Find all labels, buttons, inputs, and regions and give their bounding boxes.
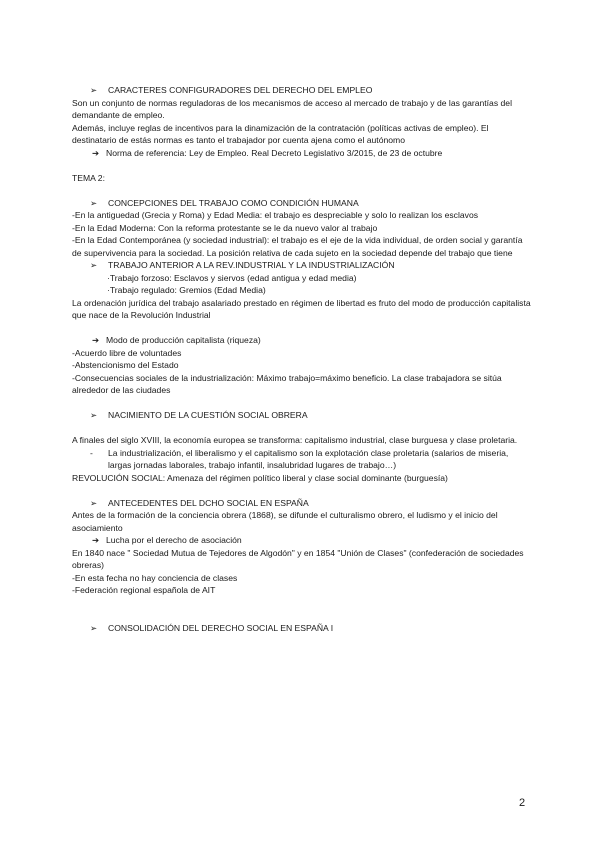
arrowhead-bullet-icon: ➢ bbox=[90, 85, 98, 95]
paragraph: -En esta fecha no hay conciencia de clases bbox=[72, 572, 238, 583]
heading-text: TRABAJO ANTERIOR A LA REV.INDUSTRIAL Y LA INDUSTRIALIZACIÓN bbox=[108, 260, 395, 270]
spacer bbox=[72, 322, 534, 335]
section-heading bbox=[72, 197, 534, 210]
paragraph: Antes de la formación de la conciencia obrera (1868), se difunde el culturalismo obrero, el ludismo y el inicio del asociamiento bbox=[72, 510, 498, 533]
section-heading bbox=[72, 259, 534, 272]
section-heading bbox=[72, 622, 534, 635]
indented-line: ·Trabajo forzoso: Esclavos y siervos (edad antigua y edad media) bbox=[107, 272, 357, 283]
paragraph: Son un conjunto de normas reguladoras de los mecanismos de acceso al mercado de trabajo y de las garantías del demandante de empleo. bbox=[72, 97, 512, 120]
spacer bbox=[72, 159, 534, 172]
heading-text: CONCEPCIONES DEL TRABAJO COMO CONDICIÓN HUMANA bbox=[108, 197, 359, 208]
arrowhead-bullet-icon: ➢ bbox=[90, 260, 98, 270]
spacer bbox=[72, 484, 534, 497]
paragraph: -En la Edad Moderna: Con la reforma protestante se le da nuevo valor al trabajo bbox=[72, 222, 378, 233]
paragraph: -En la antiguedad (Grecia y Roma) y Edad Media: el trabajo es despreciable y solo lo realizan los esclavos bbox=[72, 210, 479, 220]
arrowhead-bullet-icon: ➢ bbox=[90, 197, 98, 208]
paragraph: -Acuerdo libre de voluntades bbox=[72, 347, 182, 358]
section-heading bbox=[72, 84, 534, 97]
dash-list-item bbox=[72, 447, 534, 472]
paragraph: -Consecuencias sociales de la industrialización: Máximo trabajo=máximo beneficio. La clase trabajadora se sitúa alrededor de las ciudades bbox=[72, 372, 502, 395]
section-heading bbox=[72, 409, 534, 422]
paragraph: Además, incluye reglas de incentivos para la dinamización de la contratación (políticas activas de empleo). El destinatario de estás normas es tanto el trabajador por cuenta ajena como el autónomo bbox=[72, 122, 489, 145]
arrow-point-text: Modo de producción capitalista (riqueza) bbox=[106, 335, 261, 345]
arrowhead-bullet-icon: ➢ bbox=[90, 410, 98, 420]
paragraph: A finales del siglo XVIII, la economía europea se transforma: capitalismo industrial, clase burguesa y clase proletaria. bbox=[72, 435, 518, 445]
spacer bbox=[72, 422, 534, 435]
heading-text: NACIMIENTO DE LA CUESTIÓN SOCIAL OBRERA bbox=[108, 410, 308, 420]
arrow-point bbox=[72, 147, 534, 160]
spacer bbox=[72, 397, 534, 410]
paragraph: En 1840 nace " Sociedad Mutua de Tejedores de Algodón" y en 1854 "Unión de Clases" (confederación de sociedades obreras) bbox=[72, 547, 524, 570]
heading-text: ANTECEDENTES DEL DCHO SOCIAL EN ESPAÑA bbox=[108, 497, 309, 508]
arrow-point-text: Lucha por el derecho de asociación bbox=[106, 535, 242, 545]
arrow-icon: ➔ bbox=[92, 147, 100, 158]
document-body bbox=[72, 84, 534, 634]
arrow-point bbox=[72, 534, 534, 547]
dash-bullet-icon: - bbox=[90, 447, 93, 458]
paragraph: -Abstencionismo del Estado bbox=[72, 360, 179, 370]
list-item-text: La industrialización, el liberalismo y el capitalismo son la explotación clase proletaria (salarios de miseria, largas jornadas laborales, trabajo infantil, insalubridad lugares de trabajo…) bbox=[108, 447, 509, 470]
page-number: 2 bbox=[519, 797, 526, 809]
arrow-point bbox=[72, 334, 534, 347]
arrow-point-text: Norma de referencia: Ley de Empleo. Real Decreto Legislativo 3/2015, de 23 de octubre bbox=[106, 147, 443, 158]
spacer bbox=[72, 184, 534, 197]
paragraph: -En la Edad Contemporánea (y sociedad industrial): el trabajo es el eje de la vida individual, de orden social y garantía de supervivencia para la sociedad. La posición relativa de cada sujeto en la sociedad depende del trabajo que tiene bbox=[72, 235, 523, 258]
section-heading bbox=[72, 497, 534, 510]
arrow-icon: ➔ bbox=[92, 535, 100, 545]
spacer bbox=[72, 597, 534, 622]
heading-text: CONSOLIDACIÓN DEL DERECHO SOCIAL EN ESPAÑA I bbox=[108, 622, 334, 633]
paragraph: REVOLUCIÓN SOCIAL: Amenaza del régimen político liberal y clase social dominante (burguesía) bbox=[72, 472, 448, 483]
arrowhead-bullet-icon: ➢ bbox=[90, 622, 98, 633]
paragraph: La ordenación jurídica del trabajo asalariado prestado en régimen de libertad es fruto del modo de producción capitalista que nace de la Revolución Industrial bbox=[72, 297, 531, 320]
indented-line: ·Trabajo regulado: Gremios (Edad Media) bbox=[107, 285, 266, 295]
paragraph: -Federación regional española de AIT bbox=[72, 585, 216, 595]
arrowhead-bullet-icon: ➢ bbox=[90, 497, 98, 508]
arrow-icon: ➔ bbox=[92, 335, 100, 345]
heading-text: CARACTERES CONFIGURADORES DEL DERECHO DEL EMPLEO bbox=[108, 85, 373, 95]
paragraph: TEMA 2: bbox=[72, 172, 105, 183]
